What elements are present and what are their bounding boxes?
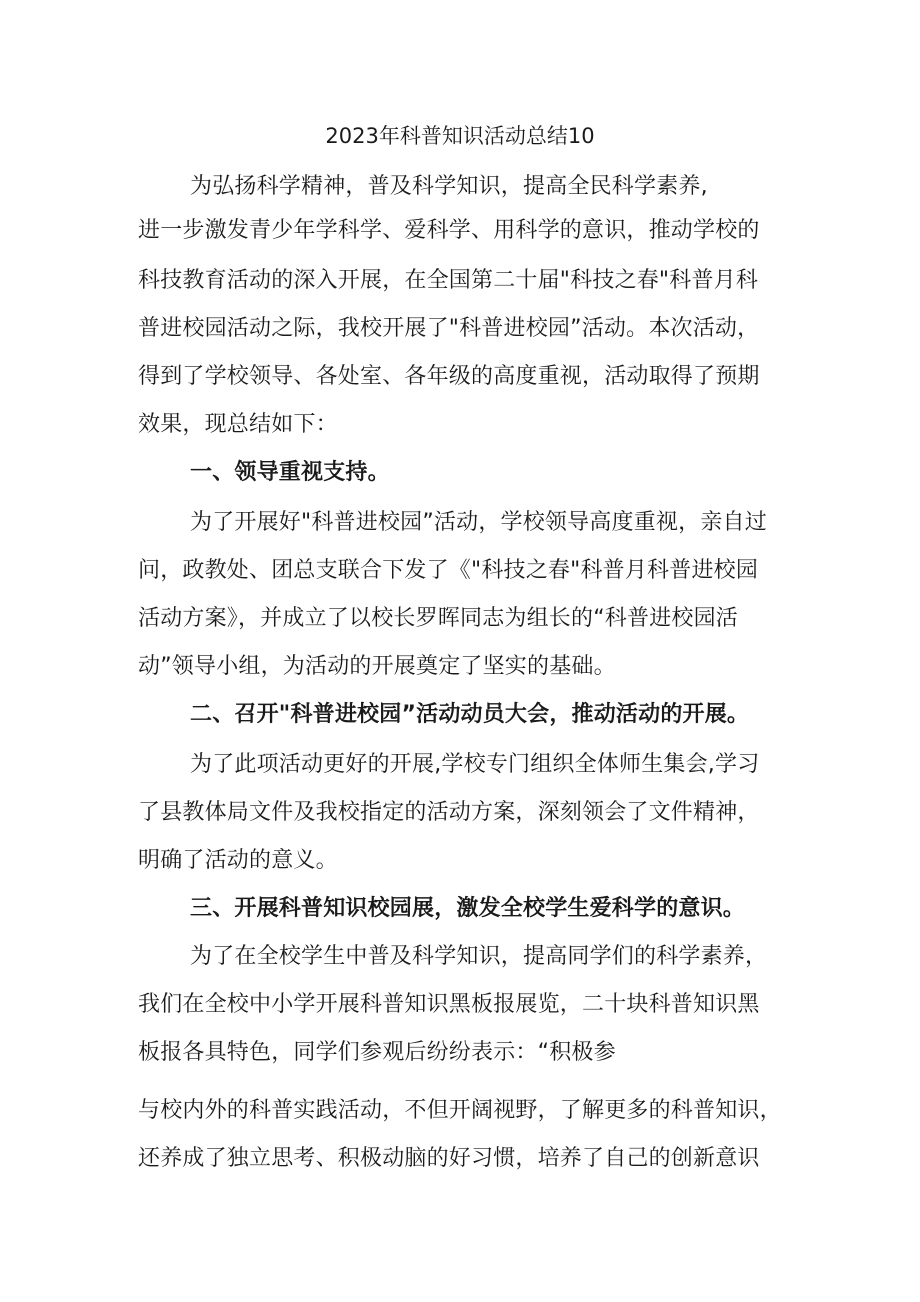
section-heading-1: 一、领导重视支持。: [190, 460, 390, 485]
intro-line-3: 科技教育活动的深入开展，在全国第二十届"科技之春"科普月科: [138, 268, 759, 293]
section3-line-1: 为了在全校学生中普及科学知识，提高同学们的科学素养，: [190, 944, 768, 969]
section3-line-5: 还养成了独立思考、积极动脑的好习惯，培养了自己的创新意识: [138, 1146, 760, 1171]
section-heading-2: 二、召开"科普进校园”活动动员大会，推动活动的开展。: [190, 702, 750, 727]
section2-line-1: 为了此项活动更好的开展,学校专门组织全体师生集会,学习: [190, 752, 760, 777]
intro-line-6: 效果，现总结如下：: [138, 412, 338, 437]
section1-line-2: 问，政教处、团总支联合下发了《"科技之春"科普月科普进校园: [138, 558, 759, 583]
section1-line-1: 为了开展好"科普进校园”活动，学校领导高度重视，亲自过: [190, 510, 767, 535]
intro-line-2: 进一步激发青少年学科学、爱科学、用科学的意识，推动学校的: [138, 218, 760, 243]
section1-line-4: 动”领导小组，为活动的开展奠定了坚实的基础。: [138, 654, 616, 679]
section1-line-3: 活动方案》，并成立了以校长罗晖同志为组长的“科普进校园活: [138, 606, 738, 631]
section3-line-2: 我们在全校中小学开展科普知识黑板报展览，二十块科普知识黑: [138, 992, 760, 1017]
section3-line-4: 与校内外的科普实践活动，不但开阔视野，了解更多的科普知识，: [138, 1098, 782, 1123]
section3-line-3: 板报各具特色，同学们参观后纷纷表示：“积极参: [138, 1040, 616, 1065]
section2-line-2: 了县教体局文件及我校指定的活动方案，深刻领会了文件精神，: [138, 800, 760, 825]
intro-line-5: 得到了学校领导、各处室、各年级的高度重视，活动取得了预期: [138, 364, 760, 389]
document-title: 2023年科普知识活动总结10: [325, 124, 595, 148]
intro-line-4: 普进校园活动之际，我校开展了"科普进校园”活动。本次活动，: [138, 316, 760, 341]
section-heading-3: 三、开展科普知识校园展，激发全校学生爱科学的意识。: [190, 896, 746, 921]
section2-line-3: 明确了活动的意义。: [138, 848, 338, 873]
intro-line-1: 为弘扬科学精神，普及科学知识，提高全民科学素养,: [190, 174, 708, 199]
